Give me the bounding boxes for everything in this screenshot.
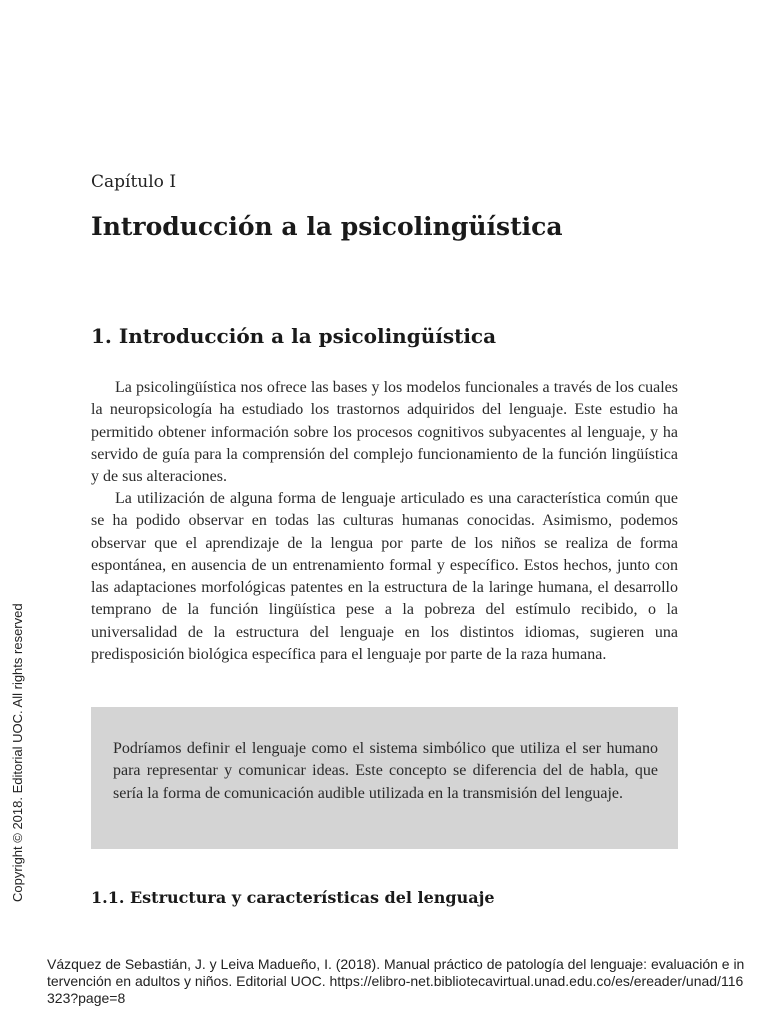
copyright-notice: Copyright © 2018. Editorial UOC. All rights reserved (10, 603, 25, 902)
chapter-label: Capítulo I (91, 172, 177, 192)
section-title: 1. Introducción a la psicolingüística (91, 324, 497, 348)
body-paragraph-2: La utilización de alguna forma de lenguaje articulado es una característica común que se ha podido observar en todas las culturas humanas conocidas. Asimismo, podemos observar que el aprendizaje de la lengua por parte de los niños se realiza de forma espontánea, en ausencia de un entrenamiento formal y específico. Estos hechos, junto con las adaptaciones morfológicas patentes en la estructura de la laringe humana, el desarrollo temprano de la función lingüística pese a la pobreza del estímulo recibido, o la universalidad de la estructura del lenguaje en los distintos idiomas, sugieren una predisposición biológica específica para el lenguaje por parte de la raza humana. (91, 490, 678, 664)
subsection-title: 1.1. Estructura y características del lenguaje (91, 888, 495, 907)
chapter-title: Introducción a la psicolingüística (91, 212, 563, 241)
citation-footer: Vázquez de Sebastián, J. y Leiva Madueño, I. (2018). Manual práctico de patología del lenguaje: evaluación e intervención en adultos y niños. Editorial UOC. https://elibro-net.bibliotecavirtual.unad.edu.co/es/ereader/unad/116323?page=8 (47, 956, 745, 1006)
definition-text: Podríamos definir el lenguaje como el sistema simbólico que utiliza el ser humano para representar y comunicar ideas. Este concepto se diferencia del de habla, que sería la forma de comunicación audible utilizada en la transmisión del lenguaje. (113, 740, 658, 802)
definition-box (91, 707, 678, 849)
body-paragraph-1: La psicolingüística nos ofrece las bases y los modelos funcionales a través de los cuales la neuropsicología ha estudiado los trastornos adquiridos del lenguaje. Este estudio ha permitido obtener información sobre los procesos cognitivos subyacentes al lenguaje, y ha servido de guía para la comprensión del complejo funcionamiento de la función lingüística y de sus alteraciones. (91, 379, 678, 486)
